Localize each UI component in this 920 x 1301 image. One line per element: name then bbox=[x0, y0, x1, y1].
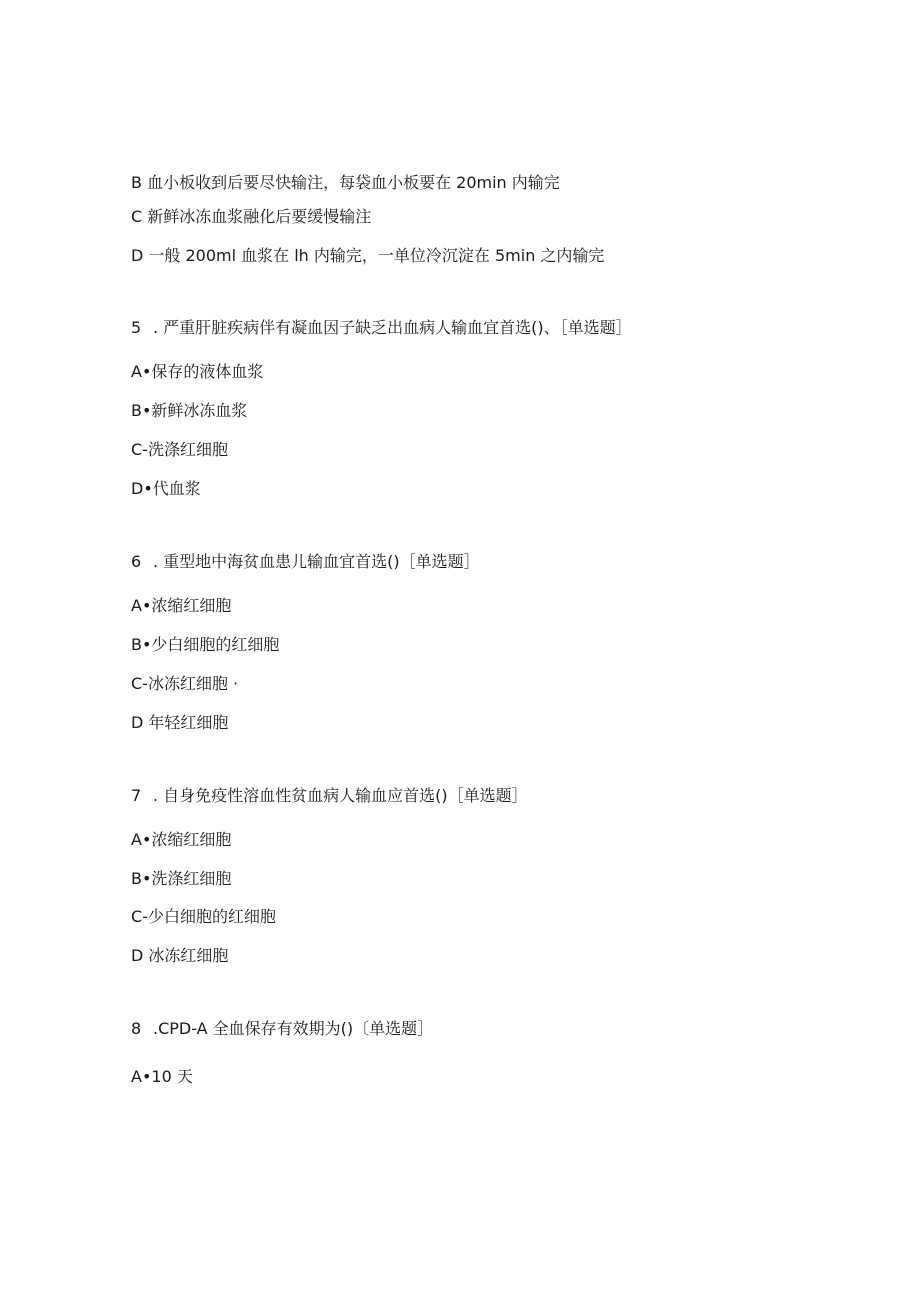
question-5-option-b: B•新鲜冰冻血浆 bbox=[131, 401, 248, 420]
question-text: . 重型地中海贫血患儿输血宜首选()［单选题］ bbox=[153, 552, 480, 571]
question-number: 5 bbox=[131, 318, 142, 337]
question-8-option-a: A•10 天 bbox=[131, 1067, 193, 1086]
option-b-prev: B 血小板收到后要尽快输注，每袋血小板要在 20min 内输完 bbox=[131, 173, 560, 192]
question-text: . 自身免疫性溶血性贫血病人输血应首选()［单选题］ bbox=[153, 786, 528, 805]
question-6 bbox=[131, 552, 480, 572]
question-text: .CPD-A 全血保存有效期为()〔单选题］ bbox=[153, 1019, 434, 1038]
question-5-option-c: C-洗涤红细胞 bbox=[131, 440, 228, 459]
question-7 bbox=[131, 786, 528, 806]
question-7-option-c: C-少白细胞的红细胞 bbox=[131, 907, 276, 926]
question-7-option-d: D 冰冻红细胞 bbox=[131, 946, 229, 965]
option-d-prev: D 一般 200ml 血浆在 lh 内输完，一单位冷沉淀在 5min 之内输完 bbox=[131, 246, 605, 265]
question-6-option-b: B•少白细胞的红细胞 bbox=[131, 635, 280, 654]
question-number: 6 bbox=[131, 552, 142, 571]
question-5 bbox=[131, 318, 632, 338]
question-7-option-a: A•浓缩红细胞 bbox=[131, 830, 232, 849]
question-number: 7 bbox=[131, 786, 142, 805]
question-6-option-d: D 年轻红细胞 bbox=[131, 713, 229, 732]
question-8 bbox=[131, 1019, 433, 1039]
question-text: . 严重肝脏疾病伴有凝血因子缺乏出血病人输血宜首选()、［单选题］ bbox=[153, 318, 632, 337]
question-6-option-a: A•浓缩红细胞 bbox=[131, 596, 232, 615]
question-5-option-a: A•保存的液体血浆 bbox=[131, 362, 264, 381]
question-6-option-c: C-冰冻红细胞 · bbox=[131, 674, 239, 693]
question-7-option-b: B•洗涤红细胞 bbox=[131, 869, 232, 888]
option-c-prev: C 新鲜冰冻血浆融化后要缓慢输注 bbox=[131, 207, 372, 226]
question-number: 8 bbox=[131, 1019, 142, 1038]
question-5-option-d: D•代血浆 bbox=[131, 479, 201, 498]
